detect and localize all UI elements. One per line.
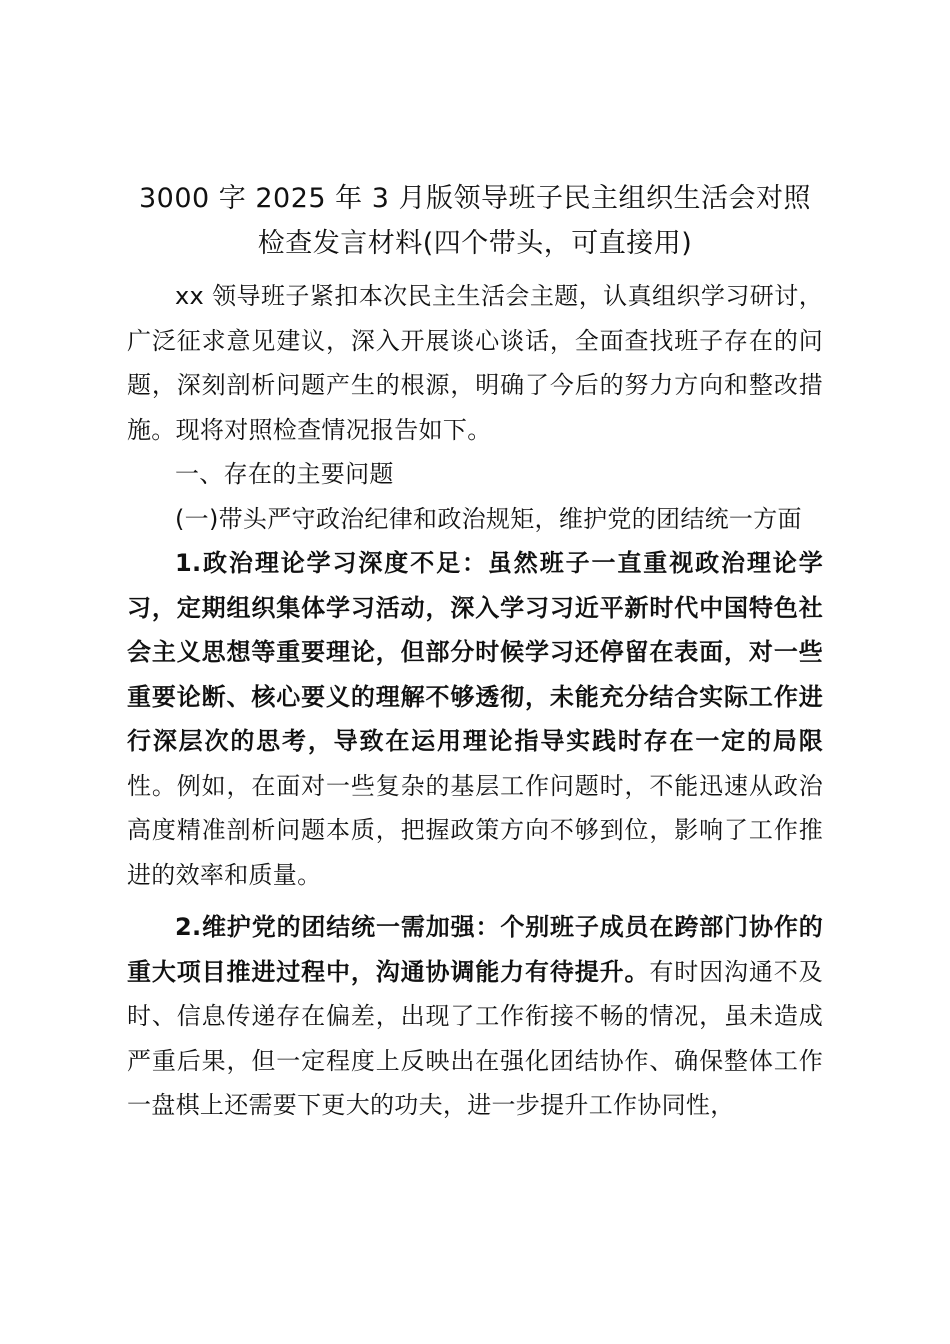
issue-2-bold-text: 2.维护党的团结统一需加强：个别班子成员在跨部门协作的重大项目推进过程中，沟通协调能力有待提升。 — [127, 913, 823, 986]
intro-paragraph: xx 领导班子紧扣本次民主生活会主题，认真组织学习研讨，广泛征求意见建议，深入开展谈心谈话，全面查找班子存在的问题，深刻剖析问题产生的根源，明确了今后的努力方向和整改措施。现将对照检查情况报告如下。 — [127, 282, 823, 444]
issue-paragraph-2 — [127, 905, 823, 1128]
issue-paragraph-1 — [127, 541, 823, 897]
title-line-1: 3000 字 2025 年 3 月版领导班子民主组织生活会对照 — [138, 183, 812, 214]
section-heading: 一、存在的主要问题 — [175, 460, 394, 488]
document-body — [127, 176, 823, 1128]
issue-1-bold-text: 1.政治理论学习深度不足：虽然班子一直重视政治理论学习，定期组织集体学习活动，深入学习习近平新时代中国特色社会主义思想等重要理论，但部分时候学习还停留在表面，对一些重要论断、核心要义的理解不够透彻，未能充分结合实际工作进行深层次的思考，导致在运用理论指导实践时存在一定的局限 — [127, 549, 823, 755]
issue-2-text: 有时因沟通不及时、信息传递存在偏差，出现了工作衔接不畅的情况，虽未造成严重后果，但一定程度上反映出在强化团结协作、确保整体工作一盘棋上还需要下更大的功夫，进一步提升工作协同性， — [127, 957, 823, 1119]
document-title — [127, 176, 823, 266]
title-line-2: 检查发言材料(四个带头，可直接用) — [257, 228, 693, 259]
subsection-heading: (一)带头严守政治纪律和政治规矩，维护党的团结统一方面 — [175, 504, 802, 533]
issue-1-text: 性。例如，在面对一些复杂的基层工作问题时，不能迅速从政治高度精准剖析问题本质，把握政策方向不够到位，影响了工作推进的效率和质量。 — [127, 771, 823, 889]
